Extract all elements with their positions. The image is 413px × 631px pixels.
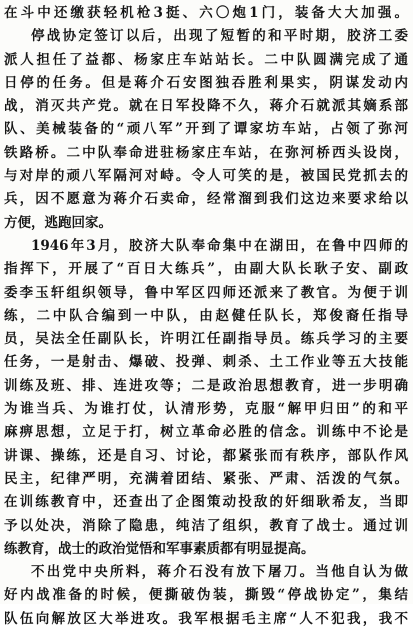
paragraph-start-line: 1946年3月，胶济大队奉命集中在湖田，在鲁中四师的	[31, 237, 408, 254]
text-line: 日停的任务。但是蒋介石安图独吞胜利果实，阴谋发动内	[4, 74, 408, 91]
text-line: 讲课、操练，还是自习、讨论，都紧张而有秩序，部队作风	[4, 447, 408, 464]
text-line: 麻痹思想，立足于打，树立革命必胜的信念。训练中不论是	[4, 424, 408, 441]
text-line: 队、美械装备的“顽八军”开到了谭家坊车站，占领了弥河	[4, 121, 408, 138]
text-line: 队伍向解放区大举进攻。我军根据毛主席“人不犯我，我不	[4, 610, 408, 627]
text-line: 与对岸的顽八军隔河对峙。令人可笑的是，被国民党抓去的	[4, 168, 408, 185]
text-line: 铁路桥。二中队奉命进驻杨家庄车站，在弥河桥西头设岗，	[4, 144, 408, 161]
paragraph-end-line: 方便，逃跑回家。	[4, 214, 112, 231]
text-line: 战，消灭共产党。就在日军投降不久，蒋介石就派其嫡系部	[4, 98, 408, 115]
text-line: 好内战准备的时候，便撕破伪装，撕毁“停战协定”，集结	[4, 587, 408, 604]
text-line: 练，二中队合编到一中队，由赵健任队长，郑俊裔任指导	[4, 307, 408, 324]
text-line: 在训练教育中，还查出了企图策动投敌的奸细耿希友，当即	[4, 494, 408, 511]
text-line: 民主，纪律严明，充满着团结、紧张、严肃、活泼的气氛。	[4, 470, 408, 487]
text-line: 委李玉轩组织领导，鲁中军区四师还派来了教官。为便于训	[4, 284, 408, 301]
text-line: 予以处决，消除了隐患，纯洁了组织，教育了战士。通过训	[4, 517, 408, 534]
paragraph-start-line: 停战协定签订以后，出现了短暂的和平时期，胶济工委	[31, 28, 408, 45]
text-line: 训练及班、排、连进攻等；二是政治思想教育，进一步明确	[4, 377, 408, 394]
text-line: 兵，因不愿意为蒋介石卖命，经常溜到我们这边来要求给以	[4, 191, 408, 208]
body-text	[4, 2, 408, 631]
text-line: 派人担任了益都、杨家庄车站站长。二中队圆满完成了通	[4, 51, 408, 68]
text-line: 员，吴法全任副队长，许明江任副指导员。练兵学习的主要	[4, 331, 408, 348]
text-line: 在斗中还缴获轻机枪3挺、六〇炮1门，装备大大加强。	[4, 5, 408, 21]
paragraph-start-line: 不出党中央所料，蒋介石没有放下屠刀。当他自认为做	[31, 564, 408, 581]
text-line: 为谁当兵、为谁打仗，认清形势，克服“解甲归田”的和平	[4, 401, 408, 418]
paragraph-end-line: 练教育，战士的政治觉悟和军事素质都有明显提高。	[4, 540, 315, 557]
text-line: 任务，一是射击、爆破、投弹、刺杀、土工作业等五大技能	[4, 354, 408, 371]
text-line: 指挥下，开展了“百日大练兵”，由副大队长耿子安、副政	[4, 261, 408, 278]
